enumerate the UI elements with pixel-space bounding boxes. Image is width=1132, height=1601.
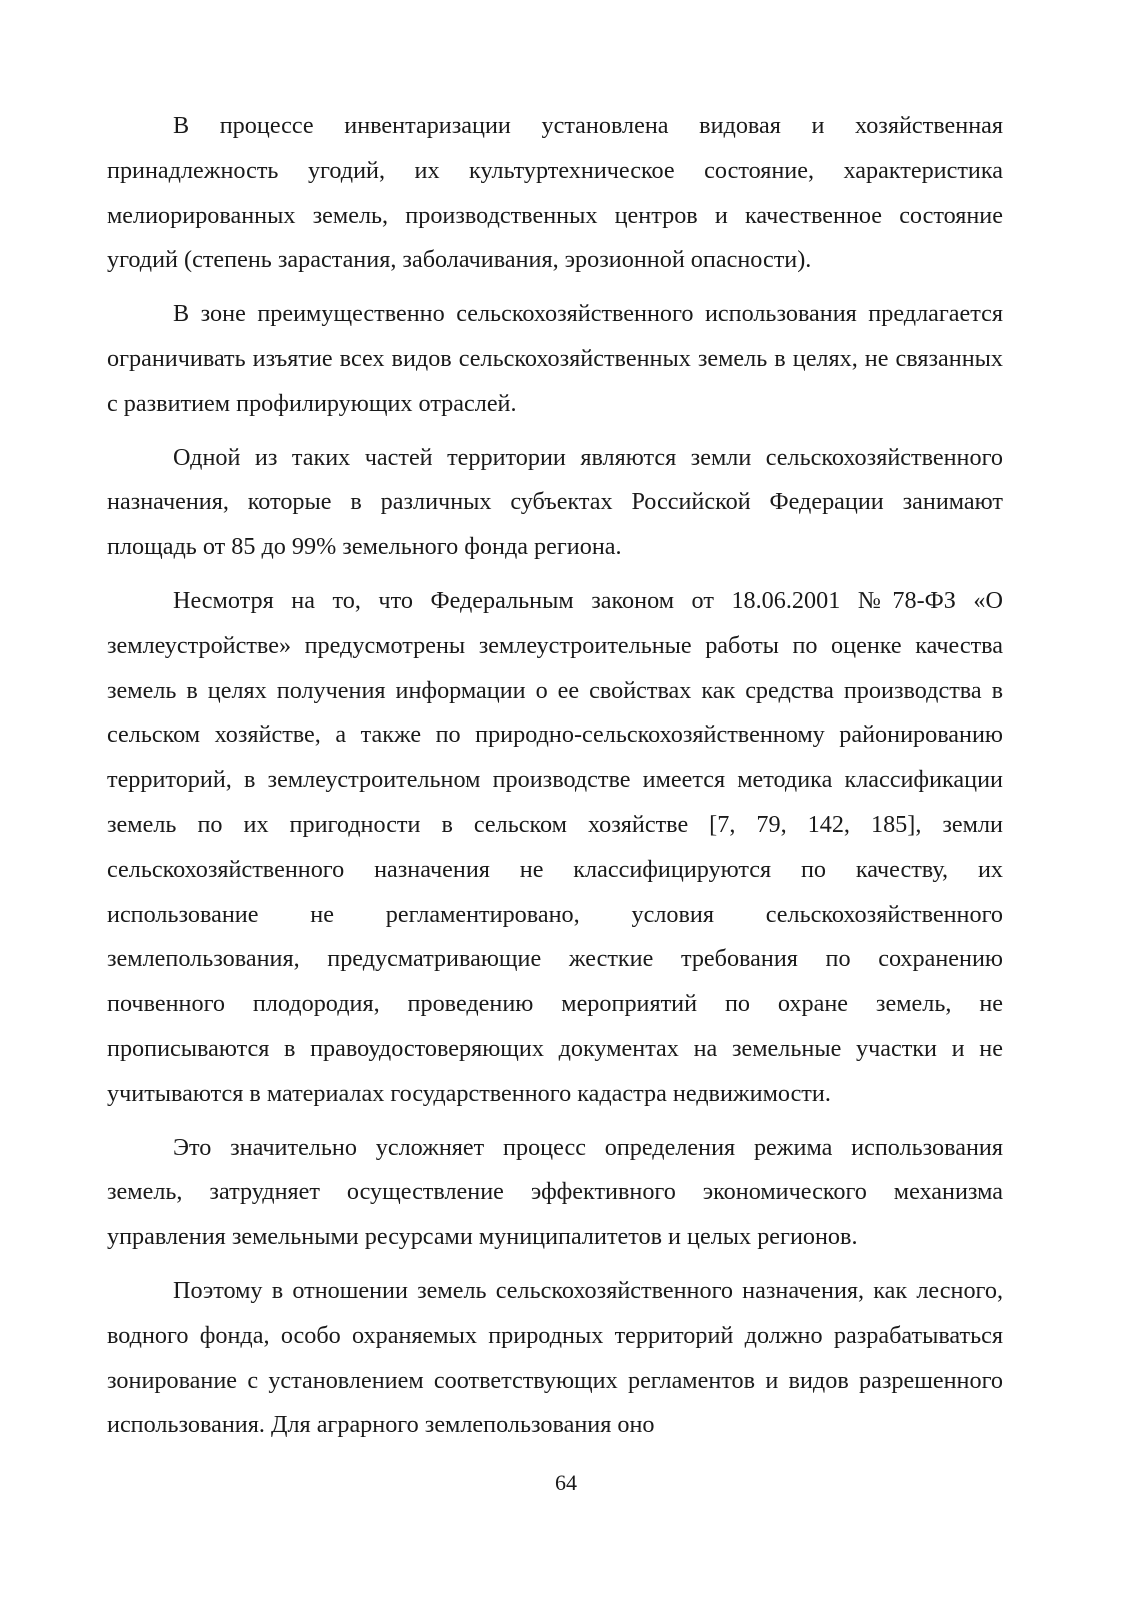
- page-body: [107, 104, 1003, 1457]
- paragraph-4: Несмотря на то, что Федеральным законом от 18.06.2001 №78-ФЗ «О землеустройстве» предусмотрены землеустроительные работы по оценке качества земель в целях получения информации о ее свойствах как средства производства в сельском хозяйстве, а также по природно-сельскохозяйственному районированию территорий, в землеустроительном производстве имеется методика классификации земель по их пригодности в сельском хозяйстве [7, 79, 142, 185], земли сельскохозяйственного назначения не классифицируются по качеству, их использование не регламентировано, условия сельскохозяйственного землепользования, предусматривающие жесткие требования по сохранению почвенного плодородия, проведению мероприятий по охране земель, не прописываются в правоудостоверяющих документах на земельные участки и не учитываются в материалах государственного кадастра недвижимости.: [107, 586, 1003, 1107]
- paragraph-5: Это значительно усложняет процесс определения режима использования земель, затрудняет осуществление эффективного экономического механизма управления земельными ресурсами муниципалитетов и целых регионов.: [107, 1133, 1003, 1251]
- paragraph-6: Поэтому в отношении земель сельскохозяйственного назначения, как лесного, водного фонда, особо охраняемых природных территорий должно разрабатываться зонирование с установлением соответствующих регламентов и видов разрешенного использования. Для аграрного землепользования оно: [107, 1276, 1003, 1439]
- paragraph-2: В зоне преимущественно сельскохозяйственного использования предлагается ограничивать изъятие всех видов сельскохозяйственных земель в целях, не связанных с развитием профилирующих отраслей.: [107, 300, 1003, 417]
- paragraph-3: Одной из таких частей территории являются земли сельскохозяйственного назначения, которые в различных субъектах Российской Федерации занимают площадь от 85 до 99% земельного фонда региона.: [107, 443, 1003, 561]
- paragraph-1: В процессе инвентаризации установлена видовая и хозяйственная принадлежность угодий, их культуртехническое состояние, характеристика мелиорированных земель, производственных центров и качественное состояние угодий (степень зарастания, заболачивания, эрозионной опасности).: [107, 112, 1003, 274]
- page-number: 64: [555, 1470, 577, 1495]
